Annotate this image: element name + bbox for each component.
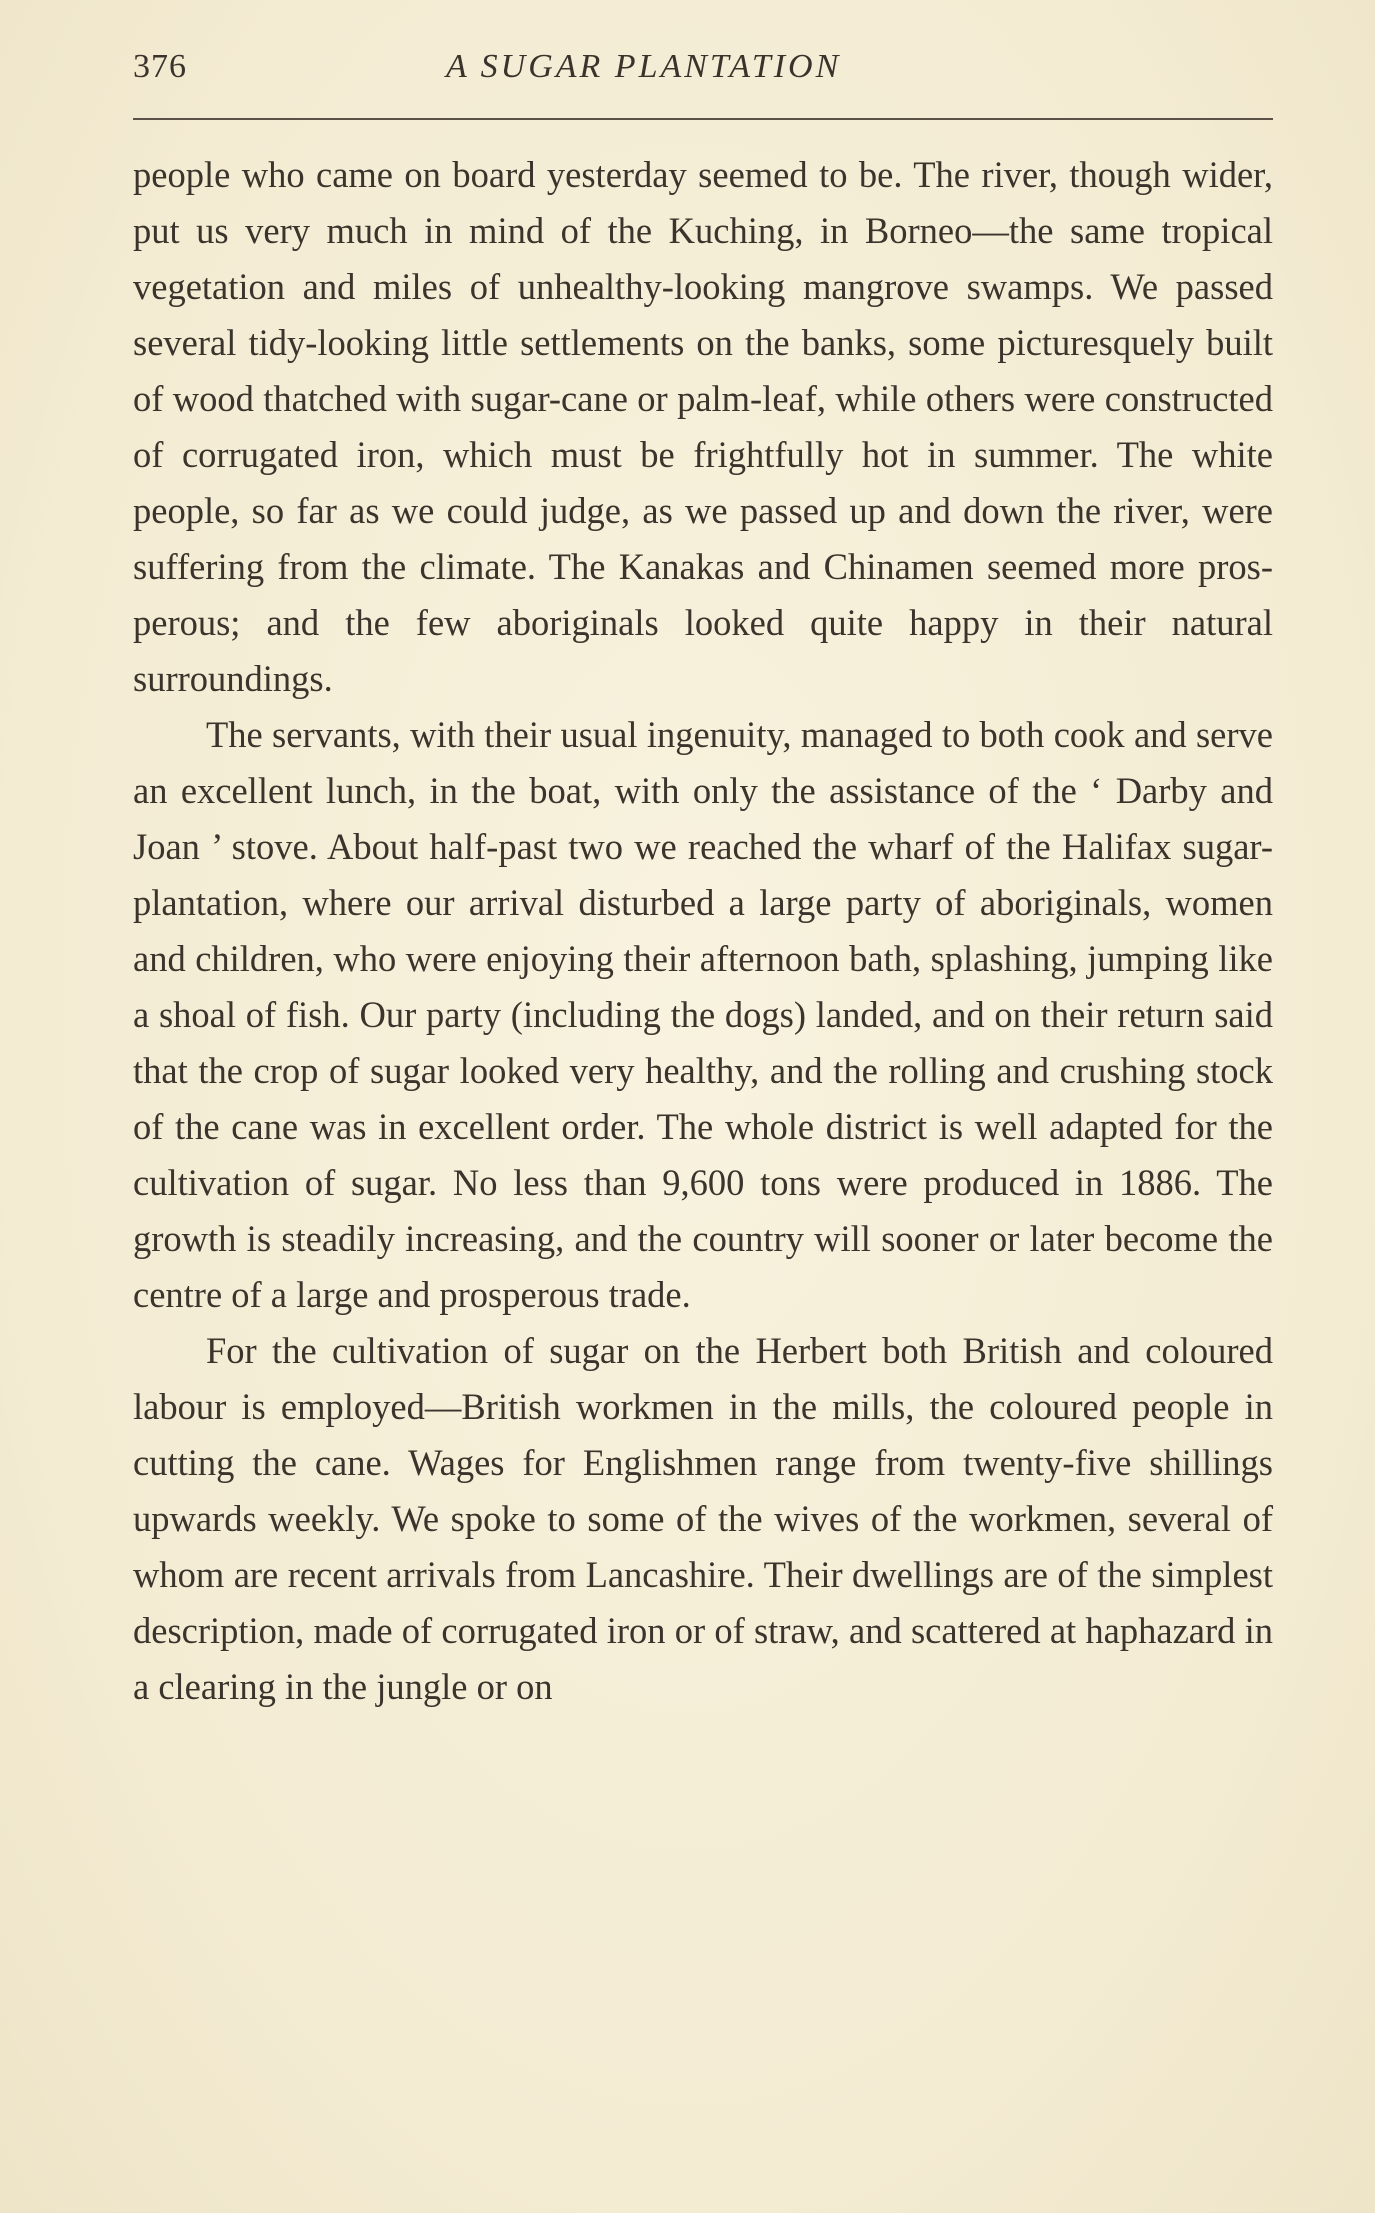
header-rule — [133, 118, 1273, 120]
paragraph-2: The servants, with their usual ingenuity, managed to both cook and serve an excellent lunch, in the boat, with only the assistance of the ‘ Darby and Joan ’ stove. About half-past two we reached the wharf of the Halifax sugar-plantation, where our arrival disturbed a large party of aboriginals, women and children, who were enjoying their afternoon bath, splashing, jumping like a shoal of fish. Our party (including the dogs) landed, and on their return said that the crop of sugar looked very healthy, and the rolling and crushing stock of the cane was in excellent order. The whole district is well adapted for the cultivation of sugar. No less than 9,600 tons were produced in 1886. The growth is steadily increasing, and the country will sooner or later become the centre of a large and prosperous trade. — [133, 714, 1273, 1315]
page-header — [133, 48, 1273, 98]
paragraph-3: For the cultivation of sugar on the Herbert both British and coloured labour is employed—British workmen in the mills, the coloured people in cutting the cane. Wages for Englishmen range from twenty-five shillings upwards weekly. We spoke to some of the wives of the workmen, several of whom are recent arrivals from Lancashire. Their dwellings are of the simplest description, made of corrugated iron or of straw, and scattered at haphazard in a clearing in the jungle or on — [133, 1330, 1273, 1707]
page-number: 376 — [133, 48, 187, 85]
running-head: A SUGAR PLANTATION — [446, 48, 842, 85]
body-text — [133, 147, 1273, 1715]
paragraph-1: people who came on board yesterday seemed to be. The river, though wider, put us very much in mind of the Kuching, in Borneo—the same tropical vegetation and miles of unhealthy-looking mangrove swamps. We passed several tidy-looking little settlements on the banks, some picturesquely built of wood thatched with sugar-cane or palm-leaf, while others were constructed of corrugated iron, which must be frightfully hot in summer. The white people, so far as we could judge, as we passed up and down the river, were suffering from the climate. The Kanakas and Chinamen seemed more pros-perous; and the few aboriginals looked quite happy in their natural surroundings. — [133, 154, 1273, 699]
